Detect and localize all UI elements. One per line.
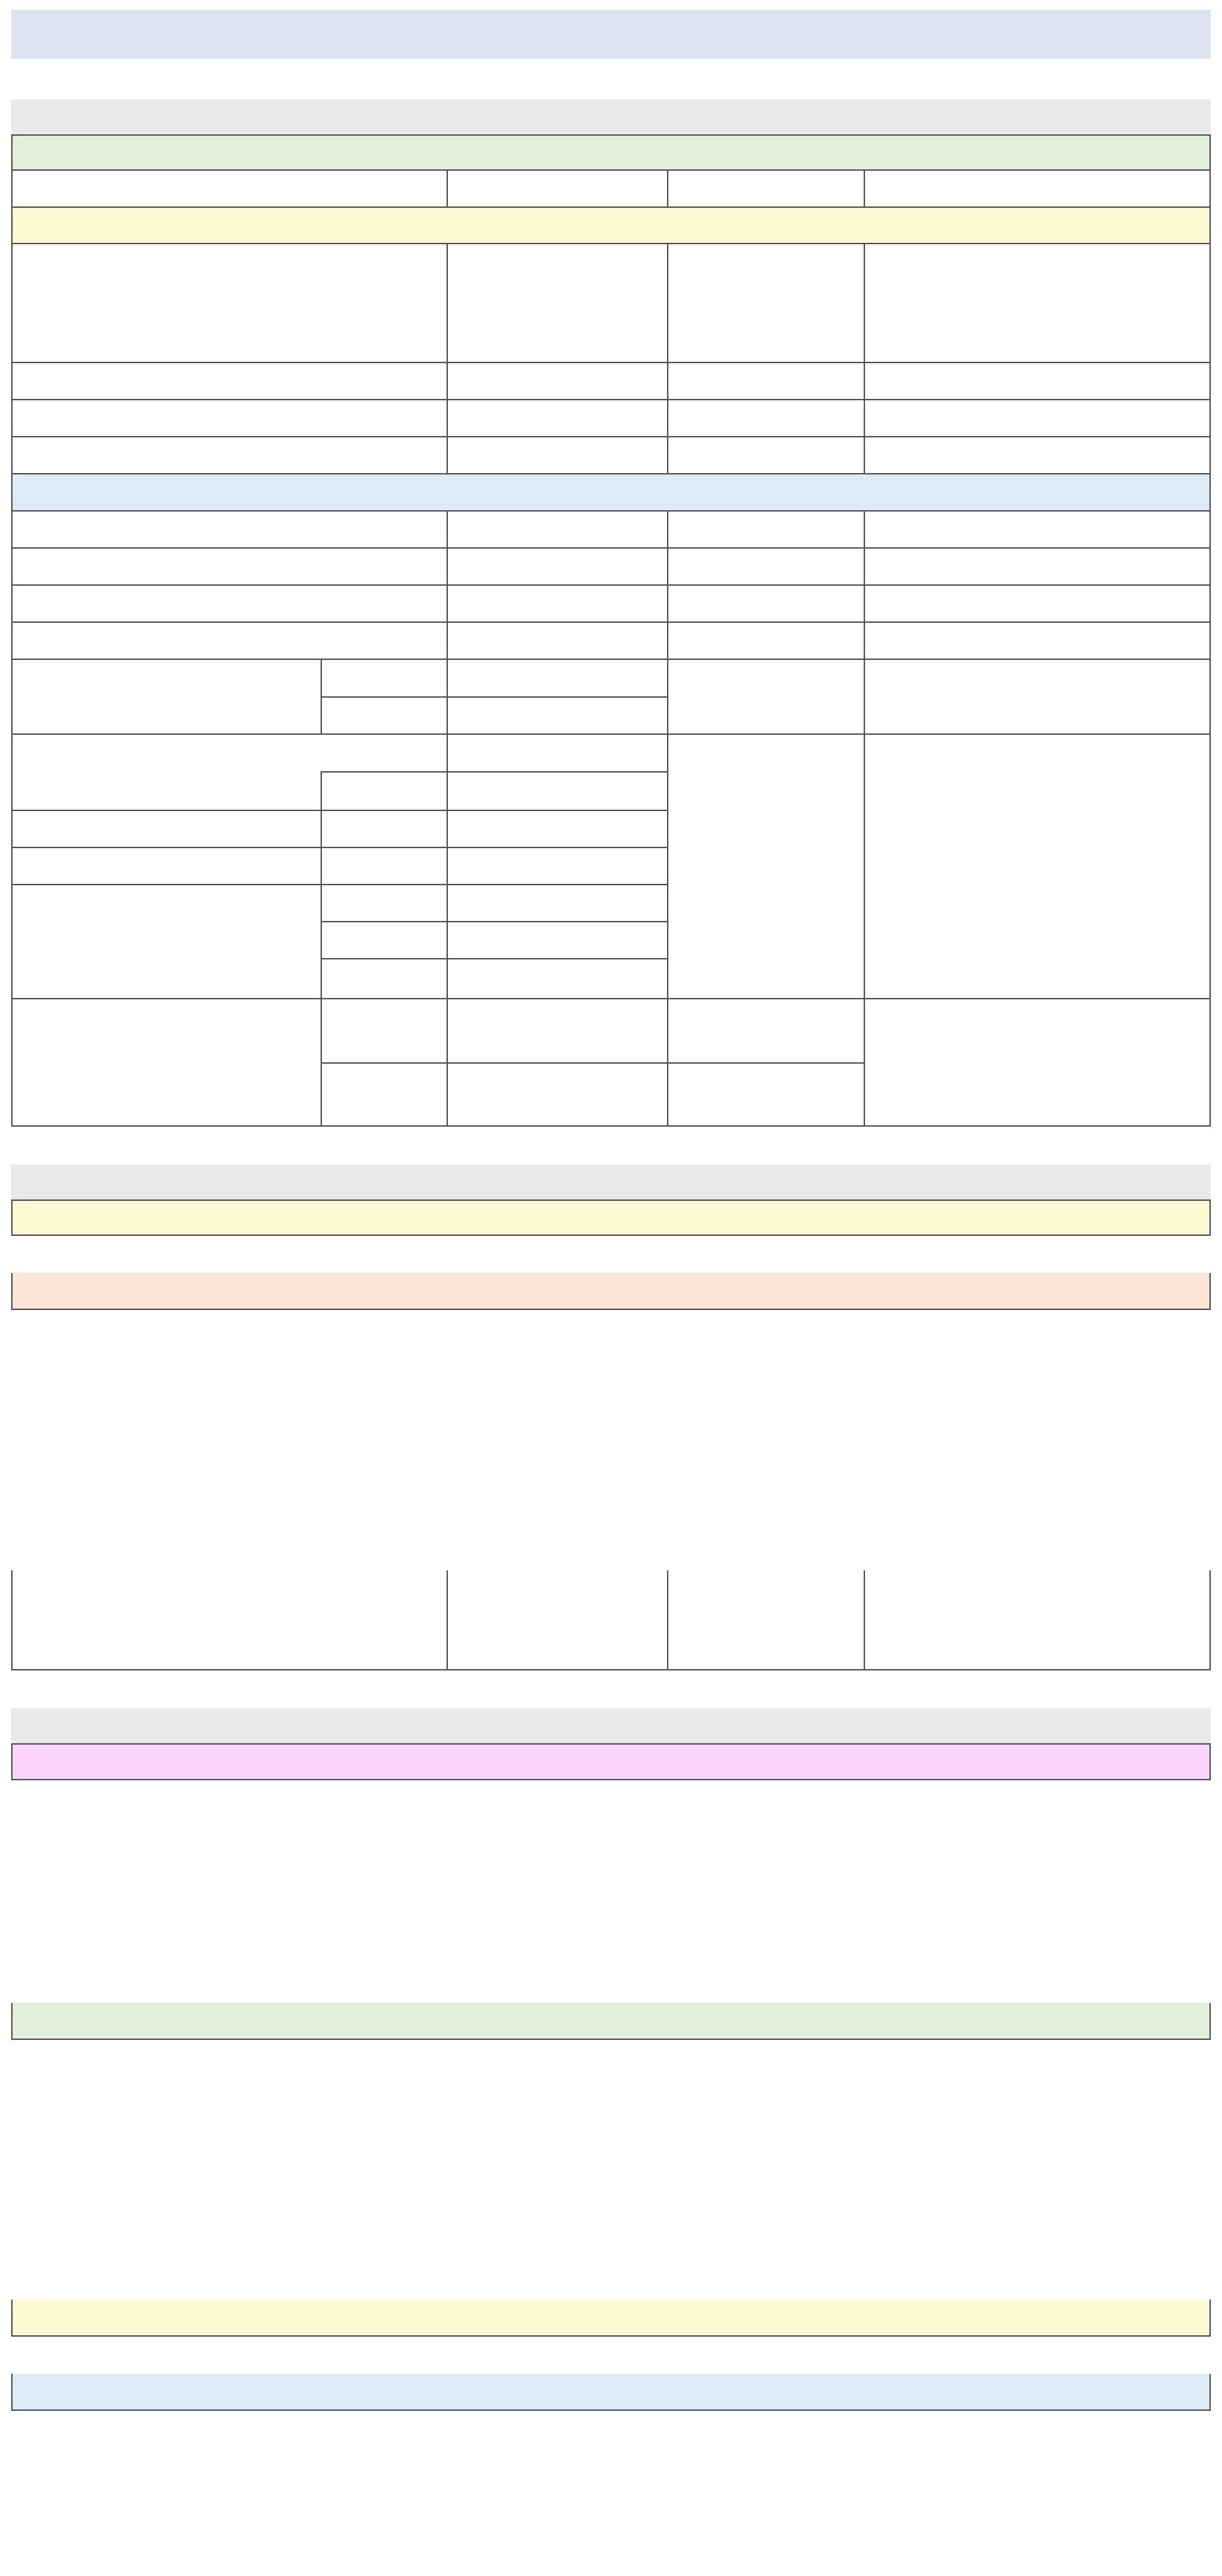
tel bbox=[668, 660, 864, 733]
table-row bbox=[11, 244, 1211, 363]
table-row bbox=[11, 437, 1211, 474]
tel bbox=[668, 400, 864, 436]
table-row bbox=[11, 1570, 1211, 1670]
tel bbox=[668, 512, 864, 547]
category-service bbox=[11, 2374, 1211, 2411]
table-row bbox=[11, 623, 1211, 660]
tel bbox=[668, 244, 864, 362]
tel bbox=[668, 363, 864, 399]
category-fashion bbox=[11, 1743, 1211, 1780]
category-life bbox=[11, 2003, 1211, 2040]
table-row-universal bbox=[11, 660, 1211, 735]
category-food bbox=[11, 1199, 1211, 1236]
table-row bbox=[11, 171, 1211, 208]
tel bbox=[668, 437, 864, 473]
table-row bbox=[11, 549, 1211, 586]
table-row bbox=[11, 400, 1211, 437]
tel bbox=[668, 1570, 864, 1669]
tel bbox=[668, 171, 864, 206]
table-row bbox=[11, 363, 1211, 400]
table-row bbox=[11, 512, 1211, 549]
section-heading-closed bbox=[11, 1708, 1211, 1743]
section-heading-short bbox=[11, 1164, 1211, 1199]
table-row bbox=[11, 586, 1211, 623]
section-heading-normal bbox=[11, 99, 1211, 134]
category-restaurant bbox=[11, 1273, 1211, 1310]
category-life bbox=[11, 134, 1211, 171]
category-food bbox=[11, 2300, 1211, 2337]
tel bbox=[668, 549, 864, 584]
tel bbox=[668, 586, 864, 621]
category-service bbox=[11, 474, 1211, 512]
page-title bbox=[11, 10, 1211, 59]
tel bbox=[668, 623, 864, 659]
table-row-post bbox=[11, 735, 1211, 999]
table-row-certificate bbox=[11, 999, 1211, 1127]
category-food bbox=[11, 208, 1211, 244]
